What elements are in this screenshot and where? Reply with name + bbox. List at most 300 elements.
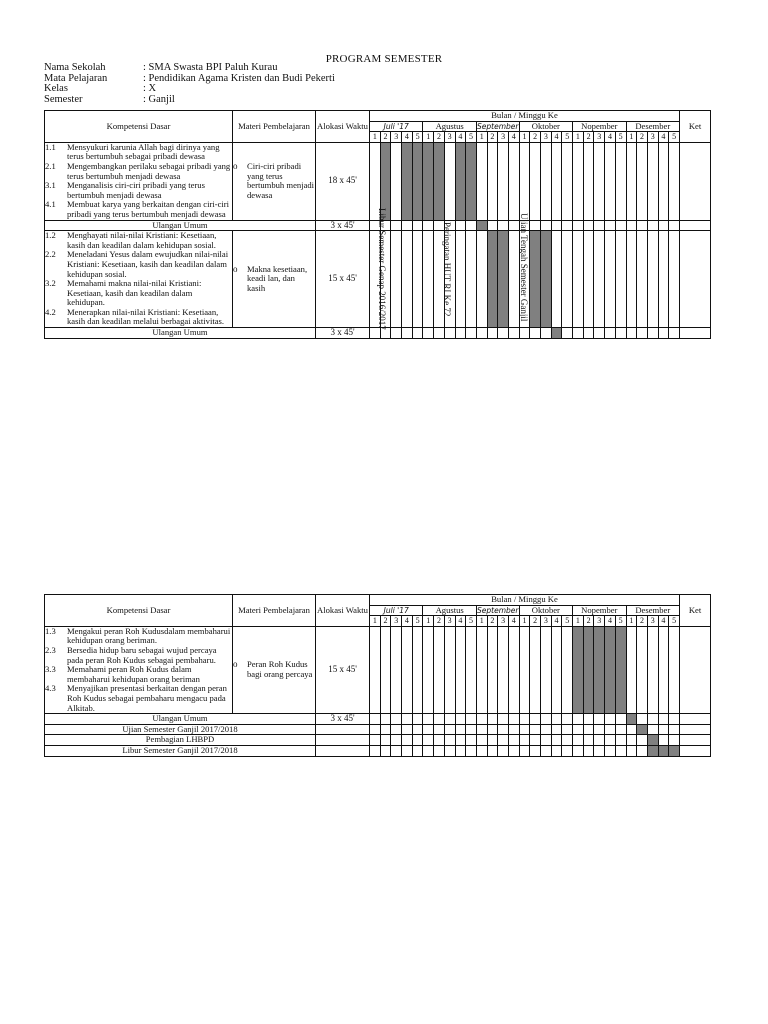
kd-item [45, 684, 232, 713]
schedule-mark [487, 231, 498, 328]
week-cell [562, 745, 573, 756]
week-cell [508, 745, 519, 756]
month-header: Desember [626, 121, 680, 132]
week-cell [562, 142, 573, 220]
week-cell [658, 626, 669, 713]
week-number: 1 [626, 616, 637, 627]
materi-text: Makna kesetiaan, keadi lan, dan kasih [247, 263, 308, 293]
schedule-mark [530, 231, 541, 328]
week-cell [594, 745, 605, 756]
week-number: 2 [637, 616, 648, 627]
bullet-icon: o [233, 160, 238, 171]
week-cell [402, 745, 413, 756]
kd-text: Mengakui peran Roh Kudusdalam membaharui kehidupan orang beriman. [67, 625, 231, 646]
month-header: Oktober [519, 121, 572, 132]
week-cell [573, 745, 584, 756]
kd-number: 4.3 [45, 683, 56, 694]
week-number: 2 [380, 132, 391, 143]
kd-row-3 [45, 626, 711, 713]
month-header: Agustus [423, 605, 476, 616]
week-number: 5 [615, 616, 626, 627]
ket-cell [680, 231, 711, 328]
week-cell [380, 714, 391, 725]
week-number: 5 [669, 616, 680, 627]
kd-item [45, 250, 232, 279]
week-number: 2 [487, 616, 498, 627]
ket-cell [680, 724, 711, 735]
week-cell [573, 714, 584, 725]
week-cell [541, 735, 552, 746]
bullet-icon: o [233, 263, 238, 274]
week-cell [594, 231, 605, 328]
week-cell [455, 745, 466, 756]
week-cell [444, 328, 455, 339]
week-cell [476, 626, 487, 713]
week-cell [380, 735, 391, 746]
week-cell [434, 735, 445, 746]
week-cell [466, 220, 477, 231]
week-cell [658, 735, 669, 746]
week-cell [637, 626, 648, 713]
week-cell [626, 142, 637, 220]
week-cell [498, 626, 509, 713]
week-cell [583, 231, 594, 328]
week-number: 4 [605, 616, 616, 627]
libur-row [45, 745, 711, 756]
week-cell [476, 745, 487, 756]
week-cell [573, 231, 584, 328]
pembagian-row [45, 735, 711, 746]
week-number: 1 [476, 132, 487, 143]
header-alokasi: Alokasi Waktu [316, 111, 370, 143]
info-row-subject [44, 74, 335, 85]
semester-table-2 [44, 594, 711, 757]
week-number: 5 [412, 132, 423, 143]
week-cell [615, 328, 626, 339]
week-cell [562, 714, 573, 725]
schedule-mark [551, 328, 562, 339]
week-cell [466, 328, 477, 339]
week-cell [423, 714, 434, 725]
week-number: 4 [508, 616, 519, 627]
ulangan-label: Ulangan Umum [45, 328, 316, 339]
week-cell [541, 724, 552, 735]
week-cell [573, 142, 584, 220]
week-cell [444, 735, 455, 746]
week-cell [466, 745, 477, 756]
schedule-mark [423, 142, 434, 220]
week-cell [466, 714, 477, 725]
week-cell [669, 714, 680, 725]
kd-text: Membuat karya yang berkaitan dengan ciri-ciri pribadi yang terus bertumbuh menjadi dewasa [67, 199, 230, 219]
week-cell [519, 745, 530, 756]
info-row-class [44, 84, 335, 95]
week-cell [391, 231, 402, 328]
materi-cell [233, 142, 316, 220]
week-cell [391, 220, 402, 231]
week-cell [402, 724, 413, 735]
kd-item [45, 231, 232, 250]
schedule-mark [455, 142, 466, 220]
week-cell [658, 724, 669, 735]
week-cell [626, 220, 637, 231]
week-cell [519, 328, 530, 339]
week-cell [508, 724, 519, 735]
week-cell [669, 142, 680, 220]
week-cell [551, 220, 562, 231]
ket-cell [680, 745, 711, 756]
week-cell [594, 714, 605, 725]
week-cell [444, 745, 455, 756]
week-number: 3 [391, 132, 402, 143]
week-cell [658, 714, 669, 725]
week-cell [444, 142, 455, 220]
week-cell [476, 724, 487, 735]
week-cell [594, 328, 605, 339]
kd-item [45, 627, 232, 646]
week-number: 5 [562, 132, 573, 143]
week-number: 5 [562, 616, 573, 627]
schedule-mark [412, 142, 423, 220]
week-cell [391, 745, 402, 756]
week-cell [391, 626, 402, 713]
kd-number: 3.3 [45, 664, 56, 675]
week-cell [647, 714, 658, 725]
schedule-mark [583, 626, 594, 713]
week-cell [530, 220, 541, 231]
week-number: 4 [455, 616, 466, 627]
week-cell [605, 142, 616, 220]
week-cell [530, 724, 541, 735]
libur-label: Libur Semester Ganjil 2017/2018 [45, 745, 316, 756]
empty-cell [316, 745, 370, 756]
week-cell [637, 328, 648, 339]
week-cell [476, 714, 487, 725]
week-cell [380, 724, 391, 735]
kd-text: Mengembangkan perilaku sebagai pribadi yang terus bertumbuh menjadi dewasa [67, 160, 231, 181]
alokasi-cell: 15 x 45' [316, 231, 370, 328]
week-cell [487, 735, 498, 746]
week-cell [498, 328, 509, 339]
week-cell [605, 220, 616, 231]
kd-number: 4.1 [45, 199, 56, 210]
week-cell [637, 231, 648, 328]
week-cell [519, 626, 530, 713]
week-number: 1 [573, 616, 584, 627]
week-cell [615, 724, 626, 735]
kd-number: 3.1 [45, 180, 56, 191]
week-number: 4 [455, 132, 466, 143]
week-cell [434, 328, 445, 339]
week-cell [444, 714, 455, 725]
schedule-mark [434, 142, 445, 220]
week-cell [562, 220, 573, 231]
header-alokasi: Alokasi Waktu [316, 595, 370, 627]
info-value: : Pendidikan Agama Kristen dan Budi Pekerti [143, 72, 335, 84]
week-number: 2 [637, 132, 648, 143]
week-cell [476, 735, 487, 746]
week-cell [370, 745, 381, 756]
week-cell [423, 735, 434, 746]
week-cell [466, 735, 477, 746]
week-cell [669, 724, 680, 735]
kd-item [45, 200, 232, 219]
month-header: Desember [626, 605, 680, 616]
week-cell [647, 328, 658, 339]
week-cell [637, 142, 648, 220]
week-cell [391, 714, 402, 725]
week-cell [380, 745, 391, 756]
week-cell [412, 724, 423, 735]
week-cell [626, 745, 637, 756]
week-cell [466, 231, 477, 328]
kd-text: Bersedia hidup baru sebagai wujud percaya pada peran Roh Kudus sebagai pembaharu. [67, 644, 217, 665]
week-cell [380, 626, 391, 713]
schedule-mark [626, 714, 637, 725]
week-cell [541, 714, 552, 725]
week-cell [434, 626, 445, 713]
ket-cell [680, 328, 711, 339]
week-cell [562, 724, 573, 735]
week-number: 5 [466, 132, 477, 143]
empty-cell [316, 724, 370, 735]
week-cell [508, 626, 519, 713]
header-ket: Ket [680, 111, 711, 143]
month-header: Nopember [573, 605, 626, 616]
week-cell [562, 231, 573, 328]
week-cell [519, 735, 530, 746]
kd-cell [45, 142, 233, 220]
week-cell [530, 714, 541, 725]
week-number: 5 [669, 132, 680, 143]
kd-text: Menghayati nilai-nilai Kristiani: Kesetiaan, kasih dan keadilan dalam kehidupan sosial. [67, 230, 217, 250]
week-cell [412, 328, 423, 339]
kd-number: 3.2 [45, 278, 56, 289]
week-cell [508, 735, 519, 746]
schedule-mark [594, 626, 605, 713]
week-number: 3 [647, 616, 658, 627]
kd-number: 1.2 [45, 230, 56, 241]
week-cell [508, 328, 519, 339]
week-cell [455, 724, 466, 735]
week-cell [551, 626, 562, 713]
month-header: Juli '17 [370, 121, 423, 132]
week-cell [551, 745, 562, 756]
week-cell [519, 724, 530, 735]
kd-number: 2.2 [45, 249, 56, 260]
week-cell [455, 328, 466, 339]
week-number: 2 [434, 616, 445, 627]
header-kd: Kompetensi Dasar [45, 595, 233, 627]
week-cell [487, 220, 498, 231]
note-libur-genap: Libur Semester Genap 2016/2017 [377, 208, 387, 330]
header-bulan: Bulan / Minggu Ke [370, 111, 680, 122]
week-cell [626, 231, 637, 328]
week-cell [412, 745, 423, 756]
week-number: 1 [370, 616, 381, 627]
week-cell [605, 745, 616, 756]
week-cell [551, 714, 562, 725]
week-cell [519, 714, 530, 725]
kd-text: Menerapkan nilai-nilai Kristiani: Kesetiaan, kasih dan keadilan melalui berbagai aktivitas. [67, 306, 225, 327]
schedule-mark [647, 745, 658, 756]
week-number: 3 [444, 616, 455, 627]
week-cell [498, 714, 509, 725]
week-cell [423, 724, 434, 735]
header-materi: Materi Pembelajaran [233, 111, 316, 143]
week-cell [573, 735, 584, 746]
week-cell [605, 735, 616, 746]
week-cell [615, 735, 626, 746]
week-cell [605, 231, 616, 328]
week-cell [594, 735, 605, 746]
week-cell [583, 745, 594, 756]
week-cell [530, 328, 541, 339]
week-cell [669, 328, 680, 339]
alokasi-cell: 3 x 45' [316, 714, 370, 725]
week-cell [487, 714, 498, 725]
week-number: 1 [626, 132, 637, 143]
ket-cell [680, 142, 711, 220]
alokasi-cell: 3 x 45' [316, 328, 370, 339]
week-cell [551, 735, 562, 746]
week-cell [594, 724, 605, 735]
week-cell [476, 142, 487, 220]
week-cell [583, 142, 594, 220]
week-number: 4 [658, 132, 669, 143]
week-cell [487, 724, 498, 735]
week-cell [647, 724, 658, 735]
week-cell [583, 735, 594, 746]
week-cell [402, 328, 413, 339]
week-cell [583, 714, 594, 725]
week-cell [541, 626, 552, 713]
schedule-mark [605, 626, 616, 713]
week-cell [658, 328, 669, 339]
week-cell [402, 626, 413, 713]
week-cell [669, 735, 680, 746]
week-cell [583, 220, 594, 231]
week-cell [508, 142, 519, 220]
alokasi-cell: 18 x 45' [316, 142, 370, 220]
week-cell [476, 328, 487, 339]
week-cell [541, 745, 552, 756]
ket-cell [680, 735, 711, 746]
week-cell [669, 220, 680, 231]
week-number: 1 [519, 132, 530, 143]
ket-cell [680, 714, 711, 725]
kd-item [45, 143, 232, 162]
materi-text: Ciri-ciri pribadi yang terus bertumbuh menjadi dewasa [247, 160, 315, 200]
week-cell [423, 328, 434, 339]
pembagian-label: Pembagian LHBPD [45, 735, 316, 746]
week-cell [412, 231, 423, 328]
week-cell [562, 626, 573, 713]
week-cell [637, 735, 648, 746]
week-cell [508, 220, 519, 231]
week-cell [530, 142, 541, 220]
kd-item [45, 162, 232, 181]
week-cell [658, 220, 669, 231]
schedule-mark [402, 142, 413, 220]
week-cell [370, 626, 381, 713]
kd-text: Mensyukuri karunia Allah bagi dirinya yang terus bertumbuh sebagai pribadi dewasa [67, 141, 220, 162]
kd-cell [45, 626, 233, 713]
alokasi-cell: 3 x 45' [316, 220, 370, 231]
week-cell [658, 231, 669, 328]
week-number: 4 [605, 132, 616, 143]
week-cell [434, 745, 445, 756]
ulangan-row-3 [45, 714, 711, 725]
week-cell [615, 231, 626, 328]
week-cell [391, 724, 402, 735]
week-cell [370, 714, 381, 725]
week-cell [434, 724, 445, 735]
empty-cell [316, 735, 370, 746]
kd-item [45, 308, 232, 327]
week-cell [455, 220, 466, 231]
week-number: 3 [498, 616, 509, 627]
week-cell [423, 220, 434, 231]
week-number: 3 [391, 616, 402, 627]
kd-text: Menyajikan presentasi berkaitan dengan peran Roh Kudus sebagai pembaharu mengacu pada Alkitab. [67, 683, 227, 713]
info-label: Kelas [44, 83, 68, 95]
kd-text: Memahami makna nilai-nilai Kristiani: Kesetiaan, kasih dan keadilan dalam kehidupan. [67, 278, 202, 308]
header-bulan: Bulan / Minggu Ke [370, 595, 680, 606]
week-number: 3 [444, 132, 455, 143]
kd-text: Meneladani Yesus dalam ewujudkan nilai-nilai Kristiani: Kesetiaan, kasih dan keadilan dalam kehidupan sosial. [67, 249, 229, 279]
week-cell [498, 745, 509, 756]
week-cell [498, 142, 509, 220]
page-title: PROGRAM SEMESTER [325, 53, 443, 65]
week-number: 4 [658, 616, 669, 627]
week-cell [626, 626, 637, 713]
week-cell [562, 328, 573, 339]
week-cell [434, 714, 445, 725]
kd-item [45, 646, 232, 665]
week-number: 4 [551, 132, 562, 143]
week-cell [391, 735, 402, 746]
week-number: 4 [402, 616, 413, 627]
week-cell [637, 220, 648, 231]
week-cell [573, 724, 584, 735]
month-header: Nopember [573, 121, 626, 132]
week-cell [551, 231, 562, 328]
week-cell [573, 220, 584, 231]
header-materi: Materi Pembelajaran [233, 595, 316, 627]
info-label: Mata Pelajaran [44, 72, 108, 84]
schedule-mark [658, 745, 669, 756]
week-cell [487, 626, 498, 713]
week-number: 5 [412, 616, 423, 627]
week-cell [647, 142, 658, 220]
week-number: 2 [583, 132, 594, 143]
week-cell [583, 724, 594, 735]
week-cell [508, 231, 519, 328]
week-cell [626, 328, 637, 339]
week-cell [455, 735, 466, 746]
week-cell [541, 220, 552, 231]
week-number: 3 [647, 132, 658, 143]
week-cell [487, 142, 498, 220]
week-number: 2 [530, 616, 541, 627]
kd-item [45, 665, 232, 684]
header-ket: Ket [680, 595, 711, 627]
week-number: 1 [519, 616, 530, 627]
schedule-mark [476, 220, 487, 231]
week-cell [508, 714, 519, 725]
week-number: 1 [423, 132, 434, 143]
